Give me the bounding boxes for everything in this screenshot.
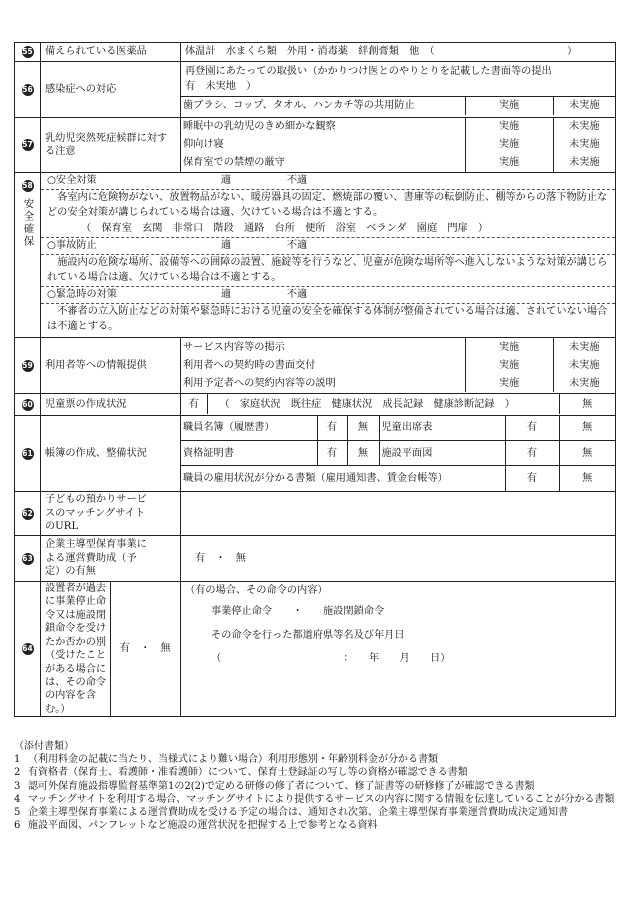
no-label: 無 [347,441,379,466]
safety-measures-text: 各室内に危険物がない、放置物品がない、暖房器具の固定、燃焼部の覆い、書庫等の転倒防止、棚等からの落下物防止などの安全対策が講じられている場合は適、欠けている場合は不適とする。 [41,189,615,221]
attachment-item: 2 有資格者（保育士、看護師・准看護師）について、保育士登録証の写し等の資格が確認できる書類 [14,767,468,779]
row-label: 子どもの預かりサービスのマッチングサイトのURL [41,491,181,535]
no-label: 無 [559,441,615,466]
sids-item: 睡眠中の乳幼児のきめ細かな観察 [183,121,336,133]
order-content-heading: （有の場合、その命令の内容） [185,584,328,596]
attachment-item: 5 企業主導型保育事業による運営費助成を受ける予定の場合は、通知され次第、企業主導型保育事業運営費助成決定通知書 [14,806,568,818]
form-page [14,42,616,717]
attachment-item: 4 マッチングサイトを利用する場合、マッチングサイトにより提供するサービスの内容に関する情報を伝達していることが分かる書類 [14,793,615,805]
item-number: 63 [22,553,33,563]
row-60 [15,393,616,415]
row-label: 利用者等への情報提供 [41,337,181,393]
shared-items-text: 歯ブラシ、コップ、タオル、ハンカチ等の共用防止 [183,100,415,112]
ledger-staff-list: 職員名簿（履歴書） [183,422,275,434]
item-number: 56 [22,84,33,94]
emergency-text: 不審者の立入防止などの対策や緊急時における児童の安全を確保する体制が整備されている場合は適、されていない場合は不適とする。 [41,303,615,337]
row-label: 感染症への対応 [41,62,181,118]
yes-label: 有 [188,398,199,410]
row-label: 帳簿の作成、整備状況 [41,415,181,491]
notdone-label: 未実施 [553,374,615,392]
order-date: （ ： 年 月 日） [211,653,451,665]
row-57 [15,118,616,173]
item-number: 58 [22,181,33,190]
done-label: 実施 [465,356,553,374]
item-number: 59 [22,360,33,370]
accident-prevention-heading: ○事故防止 適 不適 [41,237,615,254]
row-label: 企業主導型保育事業による運営費助成（予定）の有無 [41,535,181,581]
yes-label: 有 [317,416,347,441]
no-label: 無 [347,416,379,441]
info-item: サービス内容等の掲示 [183,341,285,353]
notdone-label: 未実施 [553,154,615,172]
item-number: 62 [22,508,33,518]
yes-label: 有 [317,441,347,466]
yes-label: 有 [505,466,559,491]
notdone-label: 未実施 [553,338,615,356]
order-types: 事業停止命令 ・ 施設閉鎖命令 [211,606,385,618]
safety-measures-heading: ○安全対策 適 不適 [47,175,308,186]
item-number: 60 [22,399,33,409]
item-number: 55 [22,47,33,57]
child-record-items: （ 家庭状況 既往症 健康状況 成長記録 健康診断記録 ） [207,394,559,414]
notdone-label: 未実施 [553,356,615,374]
ledger-certificate: 資格証明書 [181,441,317,466]
row-55 [15,43,616,62]
sids-item: 保育室での禁煙の厳守 [183,157,285,169]
attachments [14,740,616,832]
order-authority: その命令を行った都道府県等名及び年月日 [211,629,405,641]
accident-prevention-text: 施設内の危険な場所、設備等への囲障の設置、施錠等を行うなど、児童が危険な場所等へ進入しないような対策が講じられている場合は適、欠けている場合は不適とする。 [41,254,615,286]
subsidy-choice: 有 ・ 無 [181,535,616,581]
yes-label: 有 [505,416,559,441]
info-item: 利用予定者への契約内容等の説明 [183,377,336,389]
row-59 [15,337,616,393]
attachment-item: 3 認可外保育施設指導監督基準第1の2(2)で定める研修の修了者について、修了証書等の研修修了が確認できる書類 [14,780,535,792]
info-item: 利用者への契約時の書面交付 [183,359,316,371]
ledger-employment-docs: 職員の雇用状況が分かる書類（雇用通知書、賃金台帳等） [181,466,505,491]
attachment-item: 6 施設平面図、パンフレットなど施設の運営状況を把握する上で参考となる資料 [14,820,378,832]
done-label: 実施 [465,374,553,392]
safety-places: （ 保育室 玄関 非常口 階段 通路 台所 便所 浴室 ベランダ 園庭 門扉 ） [81,222,489,234]
done-label: 実施 [465,97,553,115]
notdone-label: 未実施 [553,136,615,154]
notdone-label: 未実施 [553,97,615,115]
done-label: 実施 [465,136,553,154]
attachment-item: 1 （利用料金の記載に当たり、当様式により難い場合）利用形態別・年齢別料金が分かる書類 [14,754,438,766]
readmission-status: 有 未実地 ） [185,80,257,92]
row-label: 乳幼児突然死症候群に対する注意 [41,118,181,173]
notdone-label: 未実施 [553,118,615,136]
row-56 [15,62,616,118]
safety-label: 安全確保 [22,198,35,249]
ledger-attendance: 児童出席表 [379,416,505,441]
no-label: 無 [559,394,615,414]
done-label: 実施 [465,338,553,356]
no-label: 無 [559,466,615,491]
row-label: 備えられている医薬品 [41,43,181,62]
row-63 [15,535,616,581]
sids-item: 仰向け寝 [183,139,224,151]
done-label: 実施 [465,118,553,136]
item-number: 57 [22,140,33,150]
no-label: 無 [559,416,615,441]
emergency-heading: ○緊急時の対策 適 不適 [41,286,615,303]
item-number: 61 [22,448,33,458]
row-64 [15,581,616,717]
row-62 [15,491,616,535]
readmission-text: 再登園にあたっての取扱い（かかりつけ医とのやりとりを記載した書面等の提出 [185,66,552,78]
ledger-floorplan: 施設平面図 [379,441,505,466]
inspection-table [14,42,616,717]
row-label: 設置者が過去に事業停止命令又は施設閉鎖命令を受けたか否かの別（受けたことがある場合には、その命令の内容を含む。） [45,582,107,715]
row-61 [15,415,616,491]
row-label: 児童票の作成状況 [41,393,181,415]
matching-site-url-field[interactable] [181,491,616,535]
order-choice: 有 ・ 無 [110,582,180,717]
done-label: 実施 [465,154,553,172]
item-number: 64 [22,644,33,654]
yes-label: 有 [505,441,559,466]
attachments-title: （添付書類） [14,741,74,752]
row-58 [15,173,616,338]
medicines-content: 体温計 水まくら類 外用・消毒薬 絆創膏類 他 （ ） [181,43,616,62]
